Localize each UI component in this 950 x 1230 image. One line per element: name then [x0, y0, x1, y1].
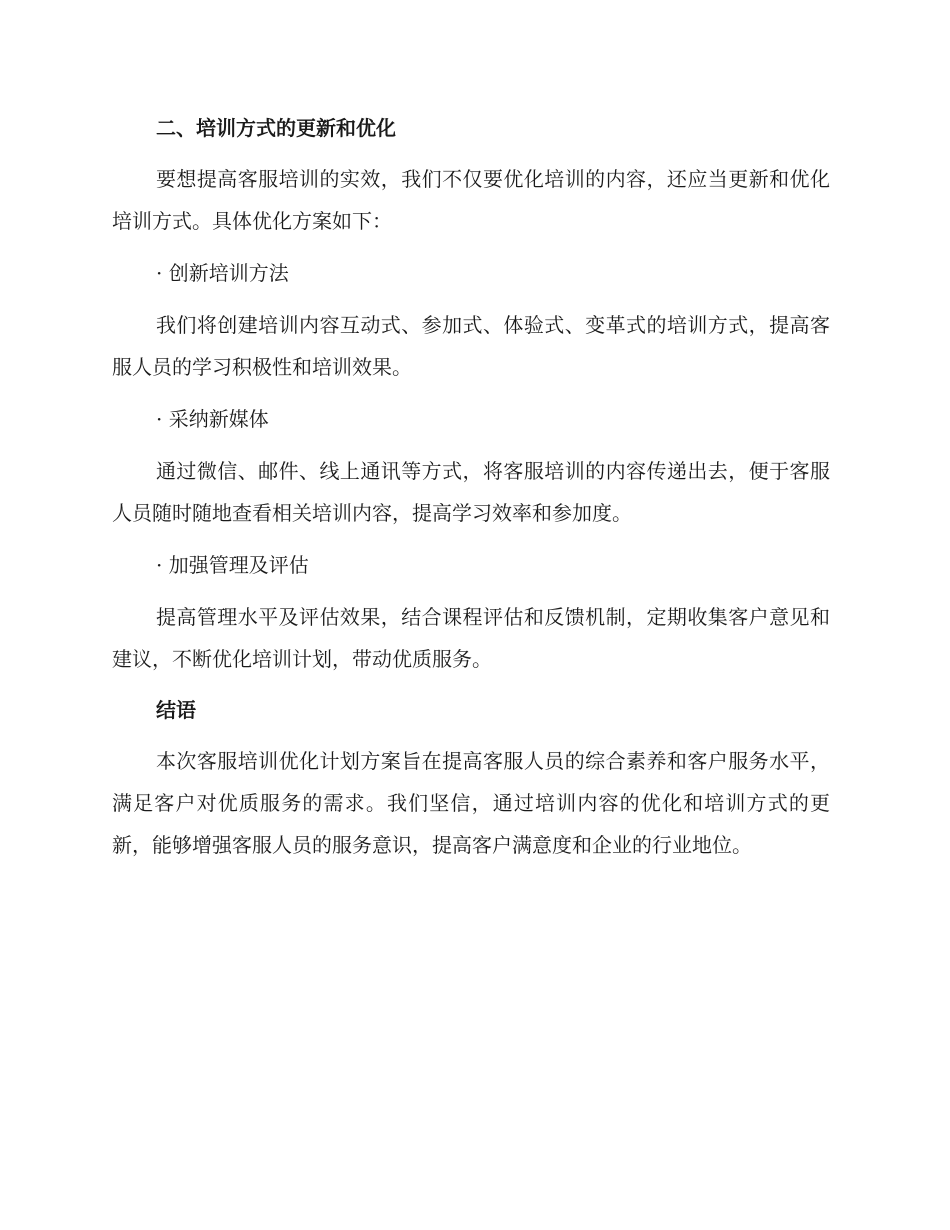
conclusion-heading: 结语	[156, 698, 196, 722]
bullet-title-management: · 加强管理及评估	[156, 553, 309, 577]
bullet-body-new-media: 通过微信、邮件、线上通讯等方式，将客服培训的内容传递出去，便于客服人员随时随地查看相关培训内容，提高学习效率和参加度。	[112, 459, 830, 525]
bullet-title-innovate: · 创新培训方法	[156, 261, 289, 285]
document-page	[112, 108, 830, 876]
conclusion-paragraph: 本次客服培训优化计划方案旨在提高客服人员的综合素养和客户服务水平，满足客户对优质服务的需求。我们坚信，通过培训内容的优化和培训方式的更新，能够增强客服人员的服务意识，提高客户满意度和企业的行业地位。	[112, 749, 830, 857]
intro-paragraph: 要想提高客服培训的实效，我们不仅要优化培训的内容，还应当更新和优化培训方式。具体优化方案如下：	[112, 167, 830, 233]
bullet-body-innovate: 我们将创建培训内容互动式、参加式、体验式、变革式的培训方式，提高客服人员的学习积极性和培训效果。	[112, 313, 830, 379]
bullet-body-management: 提高管理水平及评估效果，结合课程评估和反馈机制，定期收集客户意见和建议，不断优化培训计划，带动优质服务。	[112, 605, 830, 671]
section-heading: 二、培训方式的更新和优化	[156, 116, 396, 140]
bullet-title-new-media: · 采纳新媒体	[156, 407, 269, 431]
